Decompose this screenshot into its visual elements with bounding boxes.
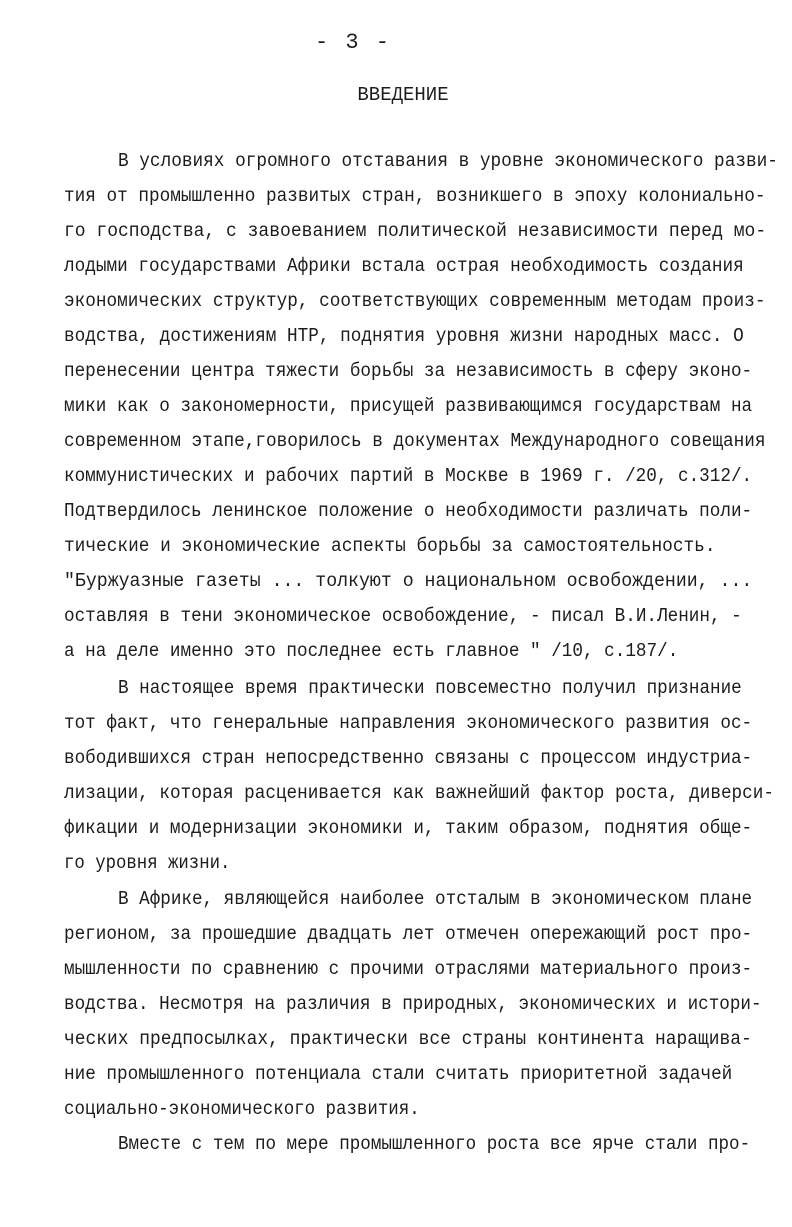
text-line: лизации, которая расценивается как важнейший фактор роста, диверси-: [64, 782, 774, 804]
text-line: В настоящее время практически повсеместно получил признание: [118, 677, 742, 699]
text-line: тические и экономические аспекты борьбы за самостоятельность.: [64, 535, 716, 557]
text-line: водства, достижениям НТР, поднятия уровня жизни народных масс. О: [64, 325, 744, 347]
text-line: го господства, с завоеванием политической независимости перед мо-: [64, 220, 767, 242]
text-line: лодыми государствами Африки встала острая необходимость создания: [64, 255, 744, 277]
text-line: перенесении центра тяжести борьбы за независимость в сферу эконо-: [64, 360, 753, 382]
text-line: коммунистических и рабочих партий в Москве в 1969 г. /20, с.312/.: [64, 465, 753, 487]
text-line: вободившихся стран непосредственно связаны с процессом индустриа-: [64, 747, 753, 769]
text-line: Вместе с тем по мере промышленного роста все ярче стали про-: [118, 1133, 751, 1155]
text-line: В условиях огромного отставания в уровне экономического разви-: [118, 150, 778, 172]
text-line: ние промышленного потенциала стали считать приоритетной задачей: [64, 1063, 733, 1085]
text-line: ческих предпосылках, практически все страны континента наращива-: [64, 1028, 752, 1050]
text-line: мики как о закономерности, присущей развивающимся государствам на: [64, 395, 753, 417]
text-line: экономических структур, соответствующих современным методам произ-: [64, 290, 766, 312]
text-line: оставляя в тени экономическое освобождение, - писал В.И.Ленин, -: [64, 605, 742, 627]
text-line: тот факт, что генеральные направления экономического развития ос-: [64, 712, 753, 734]
text-line: Подтвердилось ленинское положение о необходимости различать поли-: [64, 500, 753, 522]
text-line: тия от промышленно развитых стран, возникшего в эпоху колониально-: [64, 185, 766, 207]
text-line: В Африке, являющейся наиболее отсталым в экономическом плане: [118, 888, 753, 910]
text-line: а на деле именно это последнее есть главное " /10, с.187/.: [64, 640, 679, 662]
text-line: мышленности по сравнению с прочими отраслями материального произ-: [64, 958, 753, 980]
page-number: - 3 -: [314, 30, 391, 55]
section-heading: ВВЕДЕНИЕ: [357, 84, 449, 106]
text-line: регионом, за прошедшие двадцать лет отмечен опережающий рост про-: [64, 923, 753, 945]
text-line: го уровня жизни.: [64, 852, 231, 874]
text-line: водства. Несмотря на различия в природных, экономических и истори-: [64, 993, 762, 1015]
text-line: "Буржуазные газеты ... толкуют о национальном освобождении, ...: [64, 570, 753, 592]
text-line: социально-экономического развития.: [64, 1098, 420, 1120]
text-line: современном этапе,говорилось в документах Международного совещания: [64, 430, 766, 452]
text-line: фикации и модернизации экономики и, таким образом, поднятия обще-: [64, 817, 753, 839]
